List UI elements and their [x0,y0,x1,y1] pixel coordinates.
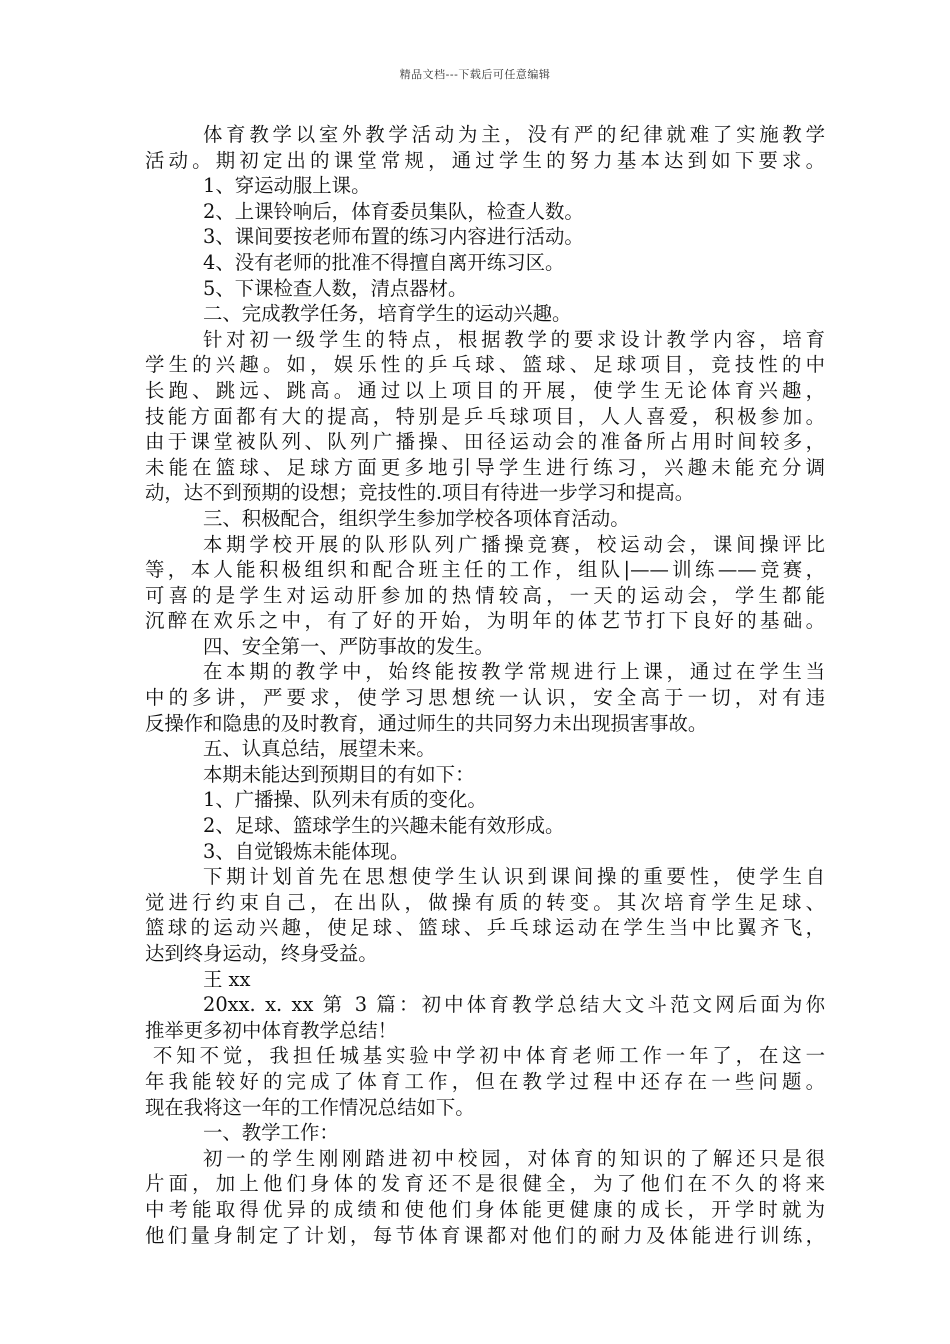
paragraph-line: 技能方面都有大的提高，特别是乒乓球项目，人人喜爱，积极参加。 [145,404,825,428]
paragraph-line: 初一的学生刚刚踏进初中校园，对体育的知识的了解还只是很 [203,1146,825,1170]
paragraph-line: 篮球的运动兴趣，使足球、篮球、乒乓球运动在学生当中比翼齐飞， [145,916,825,940]
paragraph-line: 他们量身制定了计划，每节体育课都对他们的耐力及体能进行训练， [145,1223,825,1247]
paragraph-line: 不知不觉，我担任城基实验中学初中体育老师工作一年了，在这一 [153,1044,825,1068]
section-heading: 三、积极配合，组织学生参加学校各项体育活动。 [203,506,630,530]
paragraph-line: 体育教学以室外教学活动为主，没有严的纪律就难了实施教学 [203,123,825,146]
list-item: 3、课间要按老师布置的练习内容进行活动。 [203,225,584,249]
paragraph-line: 觉进行约束自己，在出队，做操有质的转变。其次培育学生足球、 [145,890,825,914]
paragraph-line: 达到终身运动，终身受益。 [145,942,378,965]
paragraph-line: 动，达不到预期的设想；竞技性的.项目有待进一步学习和提高。 [145,481,695,505]
paragraph-line: 沉醉在欢乐之中，有了好的开始，为明年的体艺节打下良好的基础。 [145,609,825,633]
section-heading: 一、教学工作： [203,1121,339,1145]
list-item: 5、下课检查人数，清点器材。 [203,276,468,300]
author-signature: 王 xx [203,967,251,991]
list-item: 1、穿运动服上课。 [203,174,371,198]
paragraph-line: 中的多讲，严要求，使学习思想统一认识，安全高于一切，对有违 [145,686,825,710]
list-item: 2、足球、篮球学生的兴趣未能有效形成。 [203,814,565,838]
paragraph-line: 由于课堂被队列、队列广播操、田径运动会的准备所占用时间较多， [145,430,825,454]
paragraph-line: 本期未能达到预期目的有如下： [203,762,475,786]
paragraph-line: 20xx. x. xx 第 3 篇：初中体育教学总结大文斗范文网后面为你 [203,993,825,1017]
page-header: 精品文档---下载后可任意编辑 [399,68,551,81]
list-item: 4、没有老师的批准不得擅自离开练习区。 [203,250,565,274]
paragraph-line: 在本期的教学中，始终能按教学常规进行上课，通过在学生当 [203,660,825,684]
paragraph-line: 学生的兴趣。如，娱乐性的乒乓球、篮球、足球项目，竞技性的中 [145,353,825,377]
paragraph-line: 未能在篮球、足球方面更多地引导学生进行练习，兴趣未能充分调 [145,455,825,479]
document-body [145,122,825,1248]
paragraph-line: 推举更多初中体育教学总结！ [145,1018,398,1042]
paragraph-line: 片面，加上他们身体的发育还不是很健全，为了他们在不久的将来 [145,1172,825,1196]
paragraph-line: 年我能较好的完成了体育工作，但在教学过程中还存在一些问题。 [145,1069,825,1093]
paragraph-line: 针对初一级学生的特点，根据教学的要求设计教学内容，培育 [203,327,825,351]
paragraph-line: 长跑、跳远、跳高。通过以上项目的开展，使学生无论体育兴趣， [145,378,825,402]
section-heading: 二、完成教学任务，培育学生的运动兴趣。 [203,302,572,326]
paragraph-line: 可喜的是学生对运动肝参加的热情较高，一天的运动会，学生都能 [145,583,825,607]
list-item: 3、自觉锻炼未能体现。 [203,839,410,863]
section-heading: 四、安全第一、严防事故的发生。 [203,634,494,658]
paragraph-line: 活动。期初定出的课堂常规，通过学生的努力基本达到如下要求。 [145,148,825,172]
section-heading: 五、认真总结，展望未来。 [203,737,436,761]
paragraph-line: 反操作和隐患的及时教育，通过师生的共同努力未出现损害事故。 [145,711,708,735]
paragraph-line: 下期计划首先在思想使学生认识到课间操的重要性，使学生自 [203,865,825,889]
paragraph-line: 现在我将这一年的工作情况总结如下。 [145,1095,475,1119]
paragraph-line: 等，本人能积极组织和配合班主任的工作，组队|——训练——竞赛， [145,558,825,582]
list-item: 1、广播操、队列未有质的变化。 [203,788,487,812]
paragraph-line: 本期学校开展的队形队列广播操竞赛，校运动会，课间操评比 [203,532,825,556]
list-item: 2、上课铃响后，体育委员集队，检查人数。 [203,199,584,223]
paragraph-line: 中考能取得优异的成绩和使他们身体能更健康的成长，开学时就为 [145,1197,825,1221]
